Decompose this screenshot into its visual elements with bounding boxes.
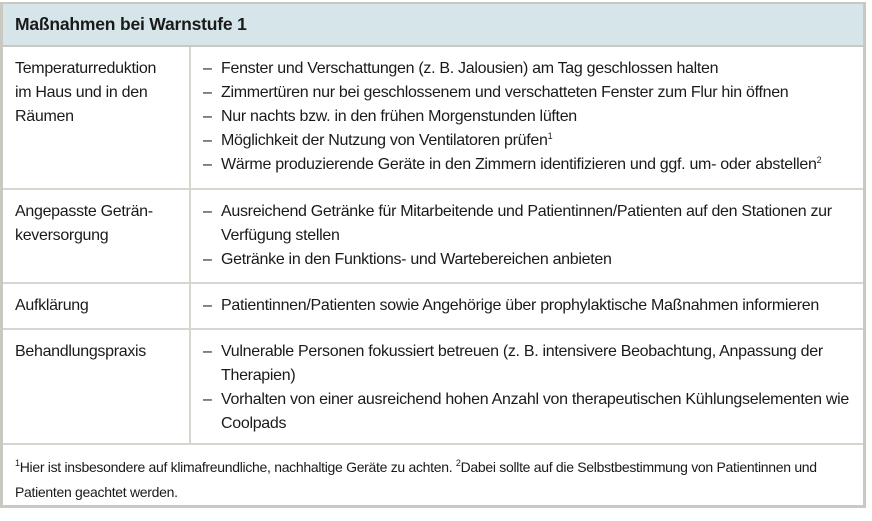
- footnote-ref: 2: [816, 155, 822, 165]
- measure-item: – Vorhalten von einer ausreichend hohen Anzahl von therapeutischen Kühlungselementen wie Coolpads: [203, 388, 853, 436]
- footnote-ref: 1: [547, 131, 553, 141]
- row-category: Angepasste Geträn- keversorgung: [3, 190, 191, 282]
- measure-item: – Wärme produzierende Geräte in den Zimmern identifizieren und ggf. um- oder abstellen$^2$: [203, 153, 853, 177]
- measure-item: – Ausreichend Getränke für Mitarbeitende und Patientinnen/Patienten auf den Stationen zur Verfügung stellen: [203, 200, 853, 248]
- table-footnote: $^1$Hier ist insbesondere auf klimafreundliche, nachhaltige Geräte zu achten. $^2$Dabei sollte auf die Selbstbestimmung von Patientinnen und Patienten geachtet werden.: [15, 458, 817, 500]
- row-category: Temperaturreduktion im Haus und in den Räumen: [3, 47, 191, 188]
- measures-table: [0, 2, 866, 508]
- row-measures: [191, 47, 863, 188]
- row-category: Aufklärung: [3, 284, 191, 328]
- measure-item: – Nur nachts bzw. in den frühen Morgenstunden lüften: [203, 105, 853, 129]
- table-row: [3, 284, 863, 330]
- measure-item: – Fenster und Verschattungen (z. B. Jalousien) am Tag geschlossen halten: [203, 57, 853, 81]
- table-row: [3, 190, 863, 284]
- table-title: Maßnahmen bei Warnstufe 1: [3, 4, 863, 47]
- measure-item: – Getränke in den Funktions- und Wartebereichen anbieten: [203, 248, 853, 272]
- row-measures: [191, 330, 863, 443]
- table-row: [3, 47, 863, 190]
- measure-item: – Zimmertüren nur bei geschlossenem und verschatteten Fenster zum Flur hin öffnen: [203, 81, 853, 105]
- row-category: Behandlungspraxis: [3, 330, 191, 443]
- measure-item: – Vulnerable Personen fokussiert betreuen (z. B. intensivere Beobachtung, Anpassung der Therapien): [203, 340, 853, 388]
- table-row: [3, 330, 863, 445]
- row-measures: [191, 284, 863, 328]
- row-measures: [191, 190, 863, 282]
- measure-item: – Patientinnen/Patienten sowie Angehörige über prophylaktische Maßnahmen informieren: [203, 294, 853, 318]
- measure-item: – Möglichkeit der Nutzung von Ventilatoren prüfen$^1$: [203, 129, 853, 153]
